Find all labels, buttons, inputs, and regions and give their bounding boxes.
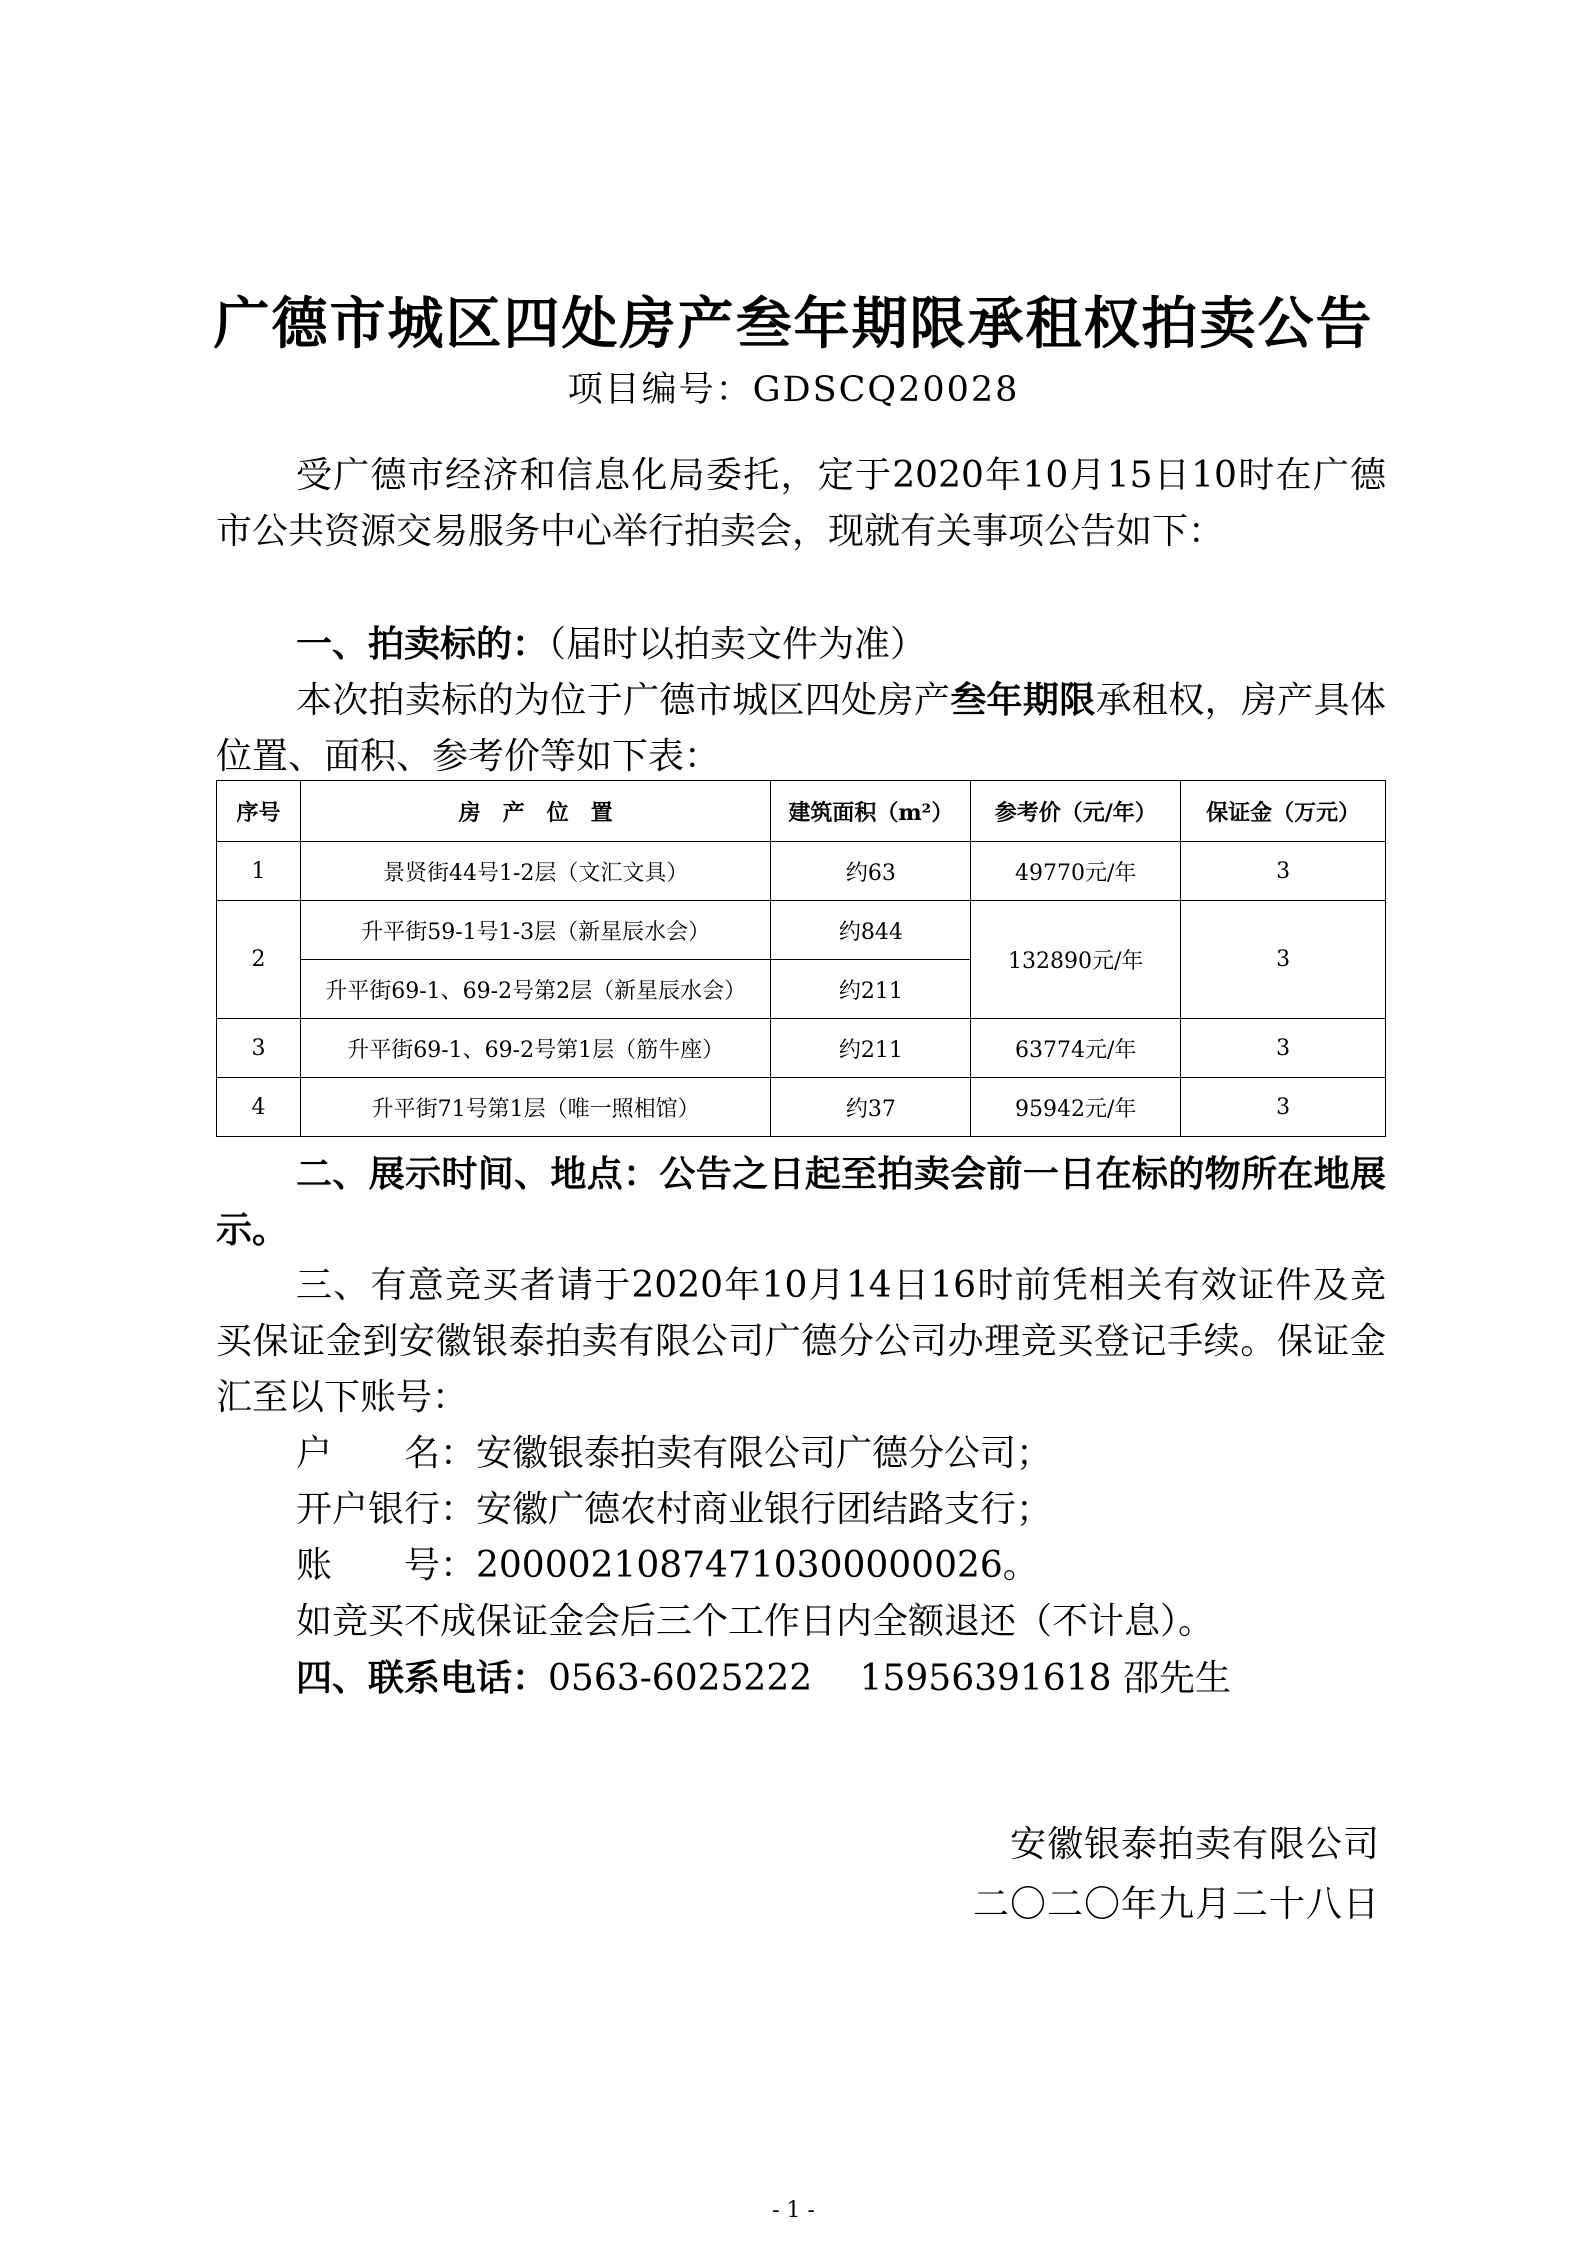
header-no: 序号 [217,781,301,842]
section4-label: 四、联系电话： [296,1657,549,1699]
section1-body-before: 本次拍卖标的为位于广德市城区四处房产 [296,680,951,721]
table-header-row [217,781,1386,842]
cell-area: 约844 [771,901,971,960]
table-row [217,1078,1386,1137]
account-number: 账 号：20000210874710300000026。 [296,1545,1039,1586]
cell-no: 2 [217,901,301,1019]
cell-location: 升平街69-1、69-2号第1层（筋牛座） [300,1019,771,1078]
project-number: 项目编号：GDSCQ20028 [567,370,1020,410]
header-location: 房 产 位 置 [300,781,771,842]
page-title: 广德市城区四处房产叁年期限承租权拍卖公告 [213,291,1374,357]
header-deposit: 保证金（万元） [1181,781,1386,842]
cell-area: 约63 [771,842,971,901]
cell-location: 升平街69-1、69-2号第2层（新星辰水会） [300,960,771,1019]
cell-price: 132890元/年 [971,901,1181,1019]
section1-heading: 一、拍卖标的： [296,623,549,665]
section2-paragraph: 二、展示时间、地点：公告之日起至拍卖会前一日在标的物所在地展示。 [216,1153,1386,1251]
cell-deposit: 3 [1181,1078,1386,1137]
cell-price: 49770元/年 [971,842,1181,901]
section4-line [296,1650,1231,1707]
cell-no: 1 [217,842,301,901]
section1-heading-line [296,616,926,673]
section1-body-bold: 叁年期限 [950,679,1096,721]
contact-phones: 0563-6025222 15956391618 邵先生 [548,1658,1231,1699]
cell-location: 景贤街44号1-2层（文汇文具） [300,842,771,901]
cell-deposit: 3 [1181,842,1386,901]
section1-body-after: 承租权，房产具体位置、面积、参考价等如下表： [216,680,1386,777]
cell-location: 升平街71号第1层（唯一照相馆） [300,1078,771,1137]
intro-paragraph: 受广德市经济和信息化局委托，定于2020年10月15日10时在广德市公共资源交易服务中心举行拍卖会，现就有关事项公告如下： [216,455,1386,552]
cell-deposit: 3 [1181,901,1386,1019]
refund-note: 如竞买不成保证金会后三个工作日内全额退还（不计息）。 [296,1601,1215,1642]
table-row [217,1019,1386,1078]
cell-deposit: 3 [1181,1019,1386,1078]
cell-price: 63774元/年 [971,1019,1181,1078]
cell-no: 3 [217,1019,301,1078]
page-number: - 1 - [772,2198,815,2223]
header-price: 参考价（元/年） [971,781,1181,842]
section1-body [216,672,1386,785]
signature-date: 二〇二〇年九月二十八日 [972,1884,1380,1925]
account-name: 户 名：安徽银泰拍卖有限公司广德分公司； [296,1433,1053,1474]
table-row [217,842,1386,901]
table-row [217,901,1386,960]
section3-paragraph: 三、有意竞买者请于2020年10月14日16时前凭相关有效证件及竞买保证金到安徽银泰拍卖有限公司广德分公司办理竞买登记手续。保证金汇至以下账号： [216,1265,1386,1418]
header-area: 建筑面积（m²） [771,781,971,842]
property-table [216,780,1386,1137]
cell-no: 4 [217,1078,301,1137]
cell-area: 约211 [771,1019,971,1078]
cell-area: 约211 [771,960,971,1019]
signature-company: 安徽银泰拍卖有限公司 [1009,1824,1380,1865]
cell-area: 约37 [771,1078,971,1137]
cell-price: 95942元/年 [971,1078,1181,1137]
section1-note: （届时以拍卖文件为准） [548,624,927,665]
cell-location: 升平街59-1号1-3层（新星辰水会） [300,901,771,960]
account-bank: 开户银行：安徽广德农村商业银行团结路支行； [296,1489,1053,1530]
